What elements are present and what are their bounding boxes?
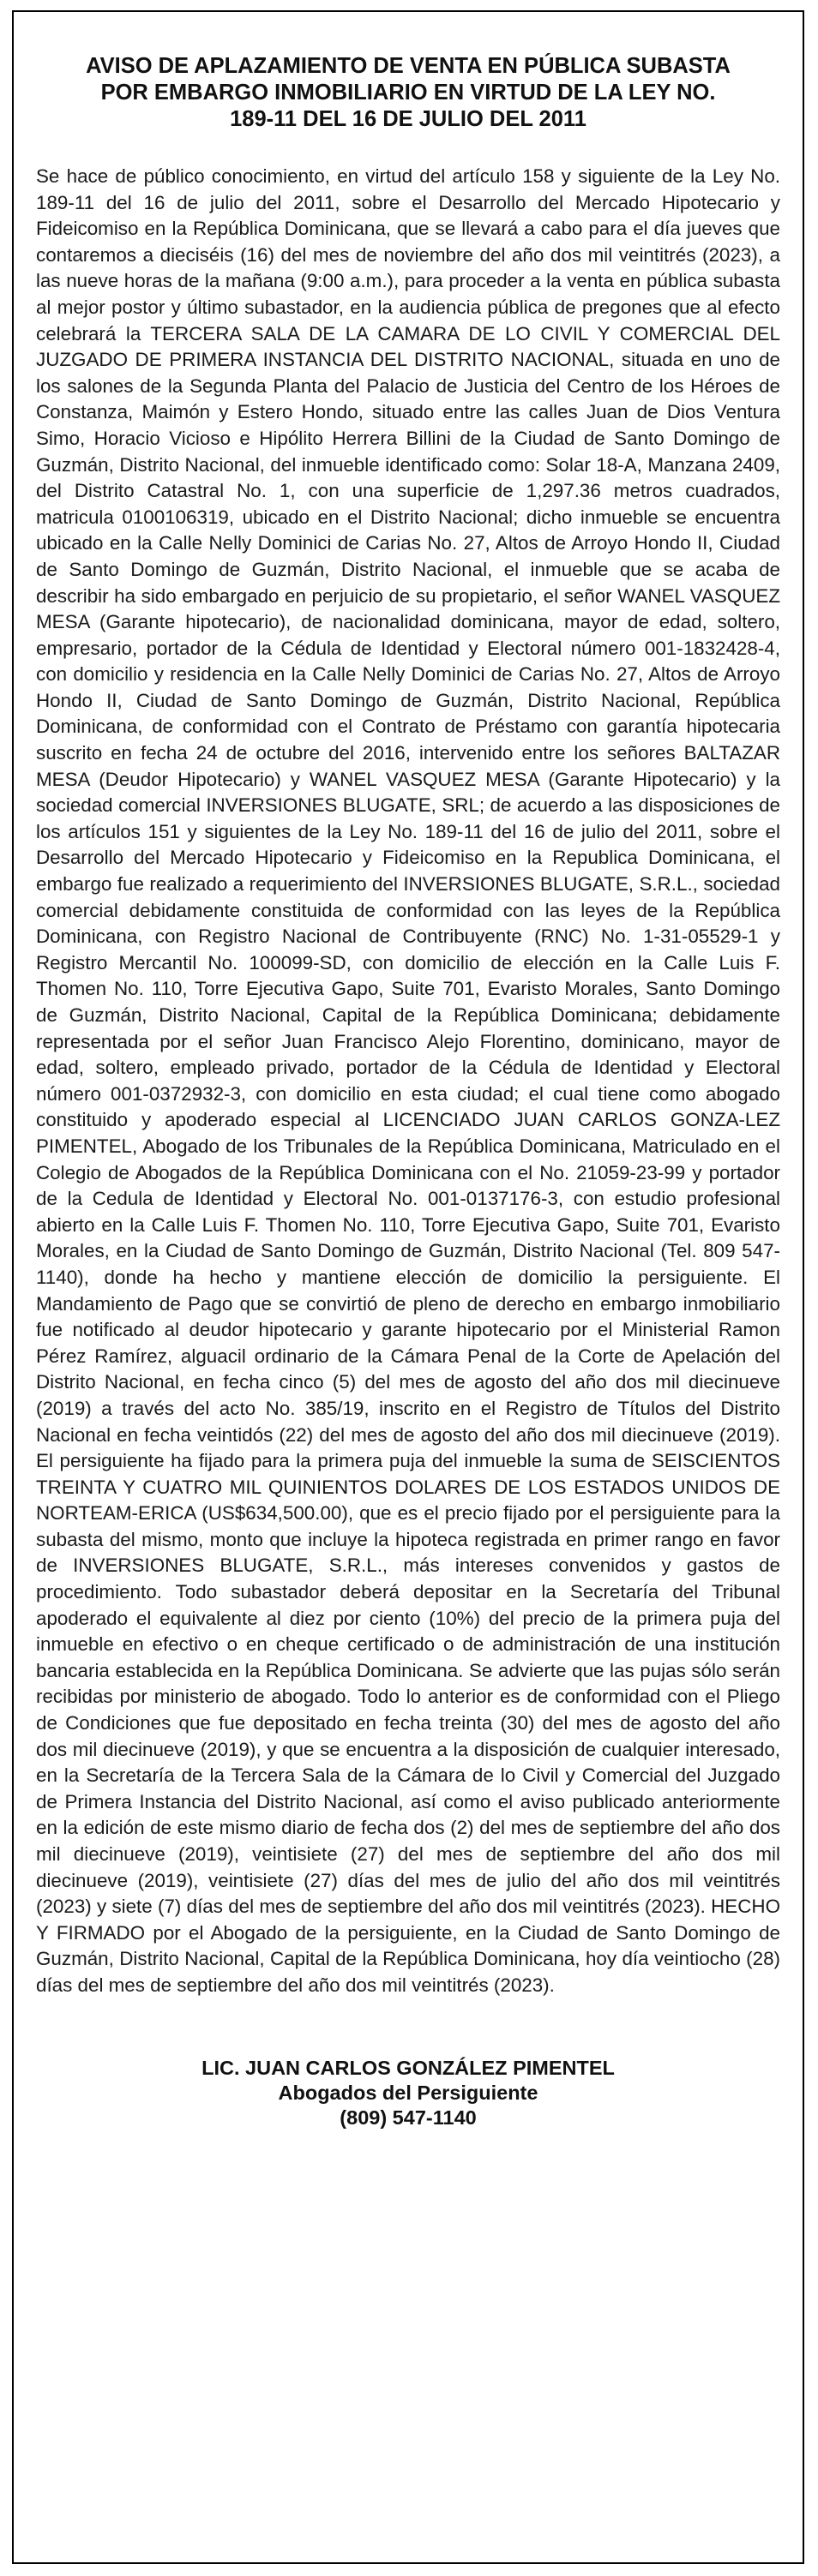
signature-block (36, 2056, 780, 2130)
signature-phone: (809) 547-1140 (340, 2106, 477, 2129)
notice-frame (12, 10, 804, 2564)
notice-body: Se hace de público conocimiento, en virtud del artículo 158 y siguiente de la Ley No. 189-11 del 16 de julio del 2011, sobre el Desarrollo del Mercado Hipotecario y Fideicomiso en la República Dominicana, que se llevará a cabo para el día jueves que contaremos a dieciséis (16) del mes de noviembre del año dos mil veintitrés (2023), a las nueve horas de la mañana (9:00 a.m.), para proceder a la venta en pública subasta al mejor postor y último subastador, en la audiencia pública de pregones que al efecto celebrará la TERCERA SALA DE LA CAMARA DE LO CIVIL Y COMERCIAL DEL JUZGADO DE PRIMERA INSTANCIA DEL DISTRITO NACIONAL, situada en uno de los salones de la Segunda Planta del Palacio de Justicia del Centro de los Héroes de Constanza, Maimón y Estero Hondo, situado entre las calles Juan de Dios Ventura Simo, Horacio Vicioso e Hipólito Herrera Billini de la Ciudad de Santo Domingo de Guzmán, Distrito Nacional, del inmueble identificado como: Solar 18-A, Manzana 2409, del Distrito Catastral No. 1, con una superficie de 1,297.36 metros cuadrados, matricula 0100106319, ubicado en el Distrito Nacional; dicho inmueble se encuentra ubicado en la Calle Nelly Dominici de Carias No. 27, Altos de Arroyo Hondo II, Ciudad de Santo Domingo de Guzmán, Distrito Nacional, el inmueble que se acaba de describir ha sido embargado en perjuicio de su propietario, el señor WANEL VASQUEZ MESA (Garante hipotecario), de nacionalidad dominicana, mayor de edad, soltero, empresario, portador de la Cédula de Identidad y Electoral número 001-1832428-4, con domicilio y residencia en la Calle Nelly Dominici de Carias No. 27, Altos de Arroyo Hondo II, Ciudad de Santo Domingo de Guzmán, Distrito Nacional, República Dominicana, de conformidad con el Contrato de Préstamo con garantía hipotecaria suscrito en fecha 24 de octubre del 2016, intervenido entre los señores BALTAZAR MESA (Deudor Hipotecario) y WANEL VASQUEZ MESA (Garante Hipotecario) y la sociedad comercial INVERSIONES BLUGATE, SRL; de acuerdo a las disposiciones de los artículos 151 y siguientes de la Ley No. 189-11 del 16 de julio del 2011, sobre el Desarrollo del Mercado Hipotecario y Fideicomiso en la Republica Dominicana, el embargo fue realizado a requerimiento del INVERSIONES BLUGATE, S.R.L., sociedad comercial debidamente constituida de conformidad con las leyes de la República Dominicana, con Registro Nacional de Contribuyente (RNC) No. 1-31-05529-1 y Registro Mercantil No. 100099-SD, con domicilio de elección en la Calle Luis F. Thomen No. 110, Torre Ejecutiva Gapo, Suite 701, Evaristo Morales, Santo Domingo de Guzmán, Distrito Nacional, Capital de la República Dominicana; debidamente representada por el señor Juan Francisco Alejo Florentino, dominicano, mayor de edad, soltero, empleado privado, portador de la Cédula de Identidad y Electoral número 001-0372932-3, con domicilio en esta ciudad; el cual tiene como abogado constituido y apoderado especial al LICENCIADO JUAN CARLOS GONZA-LEZ PIMENTEL, Abogado de los Tribunales de la República Dominicana, Matriculado en el Colegio de Abogados de la República Dominicana con el No. 21059-23-99 y portador de la Cedula de Identidad y Electoral No. 001-0137176-3, con estudio profesional abierto en la Calle Luis F. Thomen No. 110, Torre Ejecutiva Gapo, Suite 701, Evaristo Morales, en la Ciudad de Santo Domingo de Guzmán, Distrito Nacional (Tel. 809 547-1140), donde ha hecho y mantiene elección de domicilio la persiguiente. El Mandamiento de Pago que se convirtió de pleno de derecho en embargo inmobiliario fue notificado al deudor hipotecario y garante hipotecario por el Ministerial Ramon Pérez Ramírez, alguacil ordinario de la Cámara Penal de la Corte de Apelación del Distrito Nacional, en fecha cinco (5) del mes de agosto del año dos mil diecinueve (2019) a través del acto No. 385/19, inscrito en el Registro de Títulos del Distrito Nacional en fecha veintidós (22) del mes de agosto del año dos mil diecinueve (2019). El persiguiente ha fijado para la primera puja del inmueble la suma de SEISCIENTOS TREINTA Y CUATRO MIL QUINIENTOS DOLARES DE LOS ESTADOS UNIDOS DE NORTEAM-ERICA (US$634,500.00), que es el precio fijado por el persiguiente para la subasta del mismo, monto que incluye la hipoteca registrada en primer rango en favor de INVERSIONES BLUGATE, S.R.L., más intereses convenidos y gastos de procedimiento. Todo subastador deberá depositar en la Secretaría del Tribunal apoderado el equivalente al diez por ciento (10%) del precio de la primera puja del inmueble en efectivo o en cheque certificado o de administración de una institución bancaria establecida en la República Dominicana. Se advierte que las pujas sólo serán recibidas por ministerio de abogado. Todo lo anterior es de conformidad con el Pliego de Condiciones que fue depositado en fecha treinta (30) del mes de agosto del año dos mil diecinueve (2019), y que se encuentra a la disposición de cualquier interesado, en la Secretaría de la Tercera Sala de la Cámara de lo Civil y Comercial del Juzgado de Primera Instancia del Distrito Nacional, así como el aviso publicado anteriormente en la edición de este mismo diario de fecha dos (2) del mes de septiembre del año dos mil diecinueve (2019), veintisiete (27) del mes de septiembre del año dos mil diecinueve (2019), veintisiete (27) días del mes de julio del año dos mil veintitrés (2023) y siete (7) días del mes de septiembre del año dos mil veintitrés (2023). HECHO Y FIRMADO por el Abogado de la persiguiente, en la Ciudad de Santo Domingo de Guzmán, Distrito Nacional, Capital de la República Dominicana, hoy día veintiocho (28) días del mes de septiembre del año dos mil veintitrés (2023). (36, 165, 780, 1996)
notice-title-line-2: POR EMBARGO INMOBILIARIO EN VIRTUD DE LA LEY NO. (100, 81, 716, 105)
notice-content (36, 53, 780, 2528)
notice-title-line-3: 189-11 DEL 16 DE JULIO DEL 2011 (230, 107, 586, 131)
signature-name: LIC. JUAN CARLOS GONZÁLEZ PIMENTEL (201, 2056, 615, 2079)
signature-role: Abogados del Persiguiente (278, 2081, 538, 2104)
notice-title (36, 53, 780, 133)
notice-title-line-1: AVISO DE APLAZAMIENTO DE VENTA EN PÚBLICA SUBASTA (86, 54, 731, 78)
